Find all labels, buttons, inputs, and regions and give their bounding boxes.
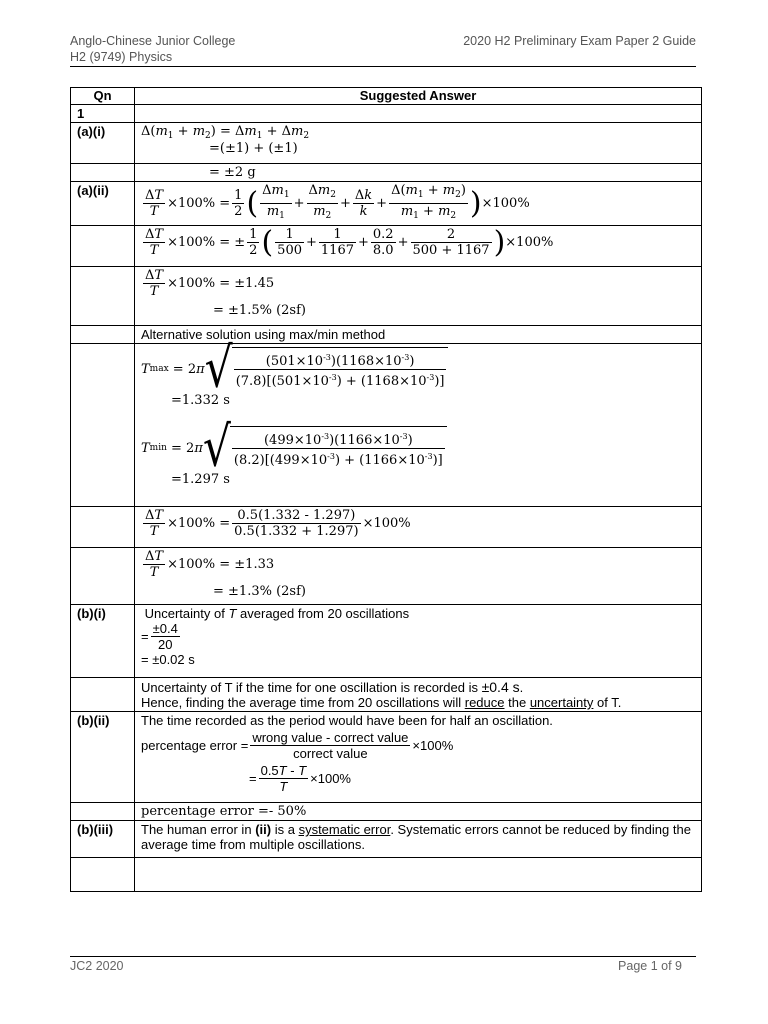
- equation: T min = 2 π √ $\frac{(499\times 10^{-3})(1166\times 10^{-3})}{(8.2)[(499\times 10^{-3}) + (1166\times 10^{-3})]}$: [141, 426, 695, 470]
- question-number: 1: [71, 105, 135, 123]
- equation: $\frac{\Delta T}{T}$ ×100% = $\frac{0.5(1.332 - 1.297)}{0.5(1.332 + 1.297)}$ ×100%: [145, 508, 411, 539]
- table-row: [71, 803, 702, 821]
- answer-cell: Uncertainty of T if the time for one oscillation is recorded is ±0.4 s. Hence, finding the average time from 20 oscillations will reduce the uncertainty of T.: [135, 678, 702, 712]
- equation: =(±1) + (±1): [209, 141, 298, 156]
- col-answer-header: Suggested Answer: [135, 88, 702, 105]
- answer-cell: [135, 548, 702, 605]
- equation: $\frac{\Delta T}{T}$ ×100% = ± $\frac{1}{2}$ ( $\frac{1}{500}$ + $\frac{1}{1167}$ + $\frac{0.2}{8.0}$ + $\frac{2}{500 + 1167}$ ) ×100%: [145, 224, 554, 260]
- col-qn-header: Qn: [71, 88, 135, 105]
- header-divider: [70, 66, 696, 67]
- table-row: [71, 548, 702, 605]
- part-label: (a)(i): [71, 123, 135, 164]
- part-label: (b)(ii): [71, 712, 135, 803]
- answer-cell: [135, 226, 702, 267]
- answer-result: percentage error =- 50%: [135, 803, 702, 821]
- alt-method-note: Alternative solution using max/min method: [135, 326, 702, 344]
- header-school: Anglo-Chinese Junior College: [70, 34, 236, 48]
- table-row: [71, 105, 702, 123]
- table-row: [71, 182, 702, 226]
- footer-class: JC2 2020: [70, 959, 124, 973]
- answer-cell: Uncertainty of T averaged from 20 oscillations = $\frac{\pm 0.4}{20}$ = ±0.02 s: [135, 605, 702, 678]
- table-row: [71, 226, 702, 267]
- equation: $\frac{\Delta T}{T}$ ×100% = $\frac{1}{2}$ ( $\frac{\Delta m_1}{m_1}$ + $\frac{\Delta m_2}{m_2}$ + $\frac{\Delta k}{k}$ + $\frac{\Delta(m_1 + m_2)}{m_1 + m_2}$ ) ×100%: [145, 183, 530, 221]
- equation: = ±0.02 s: [141, 652, 195, 667]
- page-number: Page 1 of 9: [618, 959, 682, 973]
- part-label: (a)(ii): [71, 182, 135, 226]
- answer-cell: The time recorded as the period would have been for half an oscillation. percentage error = $\frac{\text{wrong value - correct value}}{\text{correct value}}$ ×100% = $\frac{0.5T - T}{T}$ ×100%: [135, 712, 702, 803]
- table-row: [71, 164, 702, 182]
- equation: =1.297 s: [171, 472, 230, 487]
- answer-cell: [135, 336, 702, 507]
- equation: = ±1.5% (2sf): [213, 303, 306, 318]
- answer-cell: [135, 182, 702, 226]
- equation: = ±1.3% (2sf): [213, 584, 306, 599]
- table-row: [71, 605, 702, 678]
- equation: = $\frac{0.5T - T}{T}$ ×100%: [249, 763, 351, 794]
- equation: =1.332 s: [171, 393, 230, 408]
- answer-result: = ±2 g: [135, 164, 702, 182]
- header-exam-title: 2020 H2 Preliminary Exam Paper 2 Guide: [463, 34, 696, 48]
- equation: $\frac{\Delta T}{T}$ ×100% = ±1.45: [145, 268, 275, 299]
- answer-cell: [135, 123, 702, 164]
- table-header-row: [71, 88, 702, 105]
- header-subject: H2 (9749) Physics: [70, 50, 173, 64]
- part-label: (b)(iii): [71, 821, 135, 858]
- answer-cell: [135, 507, 702, 548]
- table-row: [71, 344, 702, 507]
- equation: = $\frac{\pm 0.4}{20}$: [141, 621, 178, 652]
- table-row: [71, 507, 702, 548]
- answer-table: [70, 87, 702, 892]
- answer-cell: The human error in (ii) is a systematic error. Systematic errors cannot be reduced by finding the average time from multiple oscillations.: [135, 821, 702, 858]
- table-row: [71, 326, 702, 344]
- part-label: (b)(i): [71, 605, 135, 678]
- equation: $\Delta(m_1 + m_2) = \Delta m_1 + \Delta m_2$: [141, 124, 310, 141]
- table-row: [71, 858, 702, 892]
- equation: percentage error = $\frac{\text{wrong value - correct value}}{\text{correct value}}$ ×100%: [141, 730, 454, 761]
- table-row: [71, 678, 702, 712]
- table-row: [71, 123, 702, 164]
- table-row: [71, 267, 702, 326]
- equation: $\frac{\Delta T}{T}$ ×100% = ±1.33: [145, 549, 275, 580]
- answer-cell: [135, 267, 702, 326]
- equation: T max = 2 π √ $\frac{(501\times 10^{-3})(1168\times 10^{-3})}{(7.8)[(501\times 10^{-3}) + (1168\times 10^{-3})]}$: [141, 347, 695, 391]
- table-row: [71, 712, 702, 803]
- footer-divider: [70, 956, 696, 957]
- table-row: [71, 821, 702, 858]
